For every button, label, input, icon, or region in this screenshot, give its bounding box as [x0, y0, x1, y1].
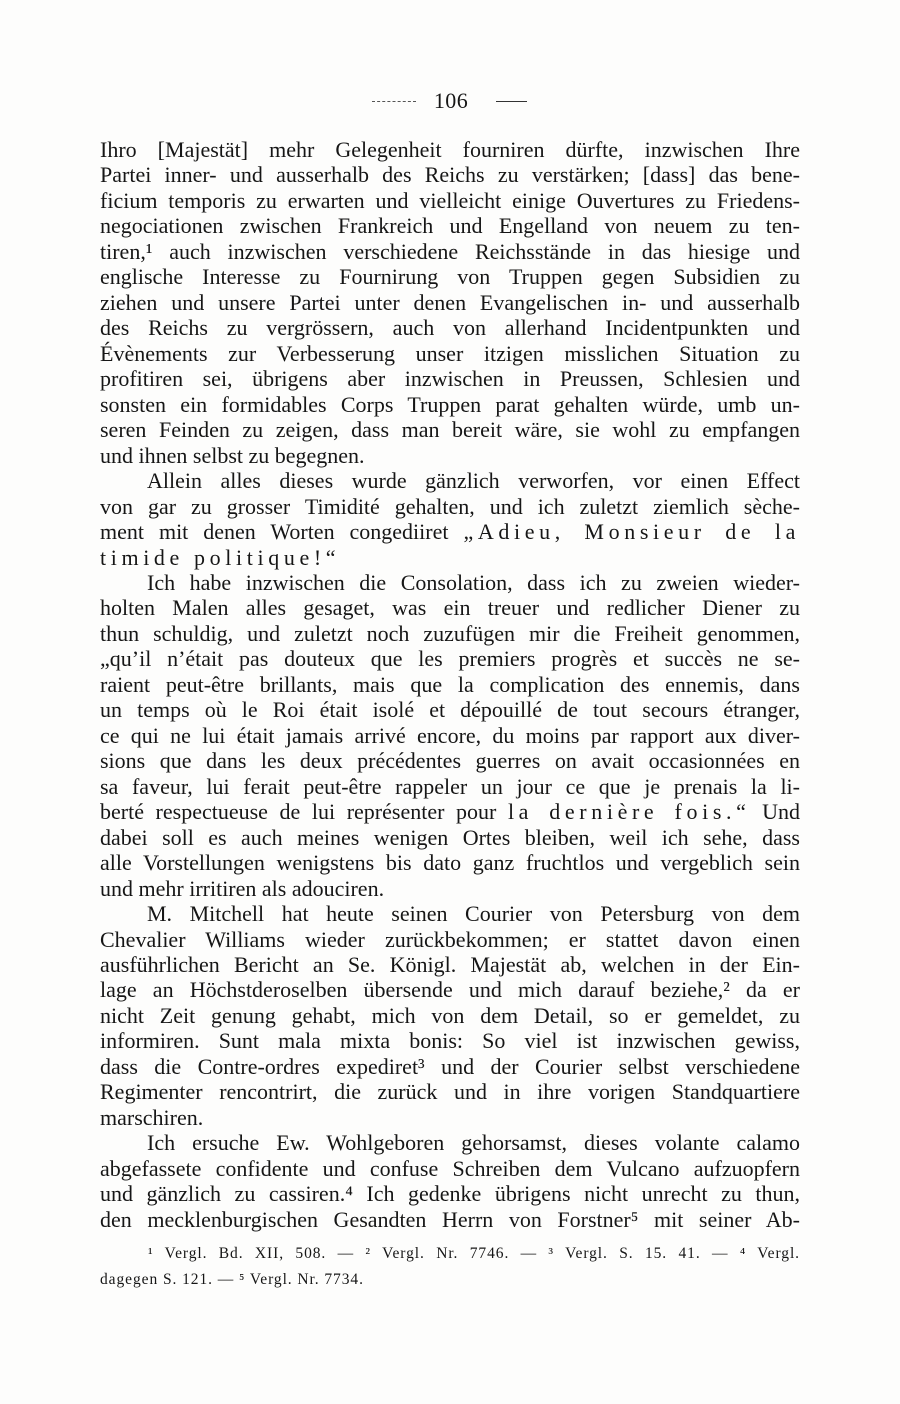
text-line	[100, 519, 800, 544]
spaced-quote-text: „Adieu, Monsieur de la	[463, 519, 801, 545]
text-line: holten Malen alles gesaget, was ein treuer und redlicher Diener zu	[100, 595, 800, 621]
page-number: 106	[433, 88, 469, 113]
text-line: Allein alles dieses wurde gänzlich verworfen, vor einen Effect	[147, 468, 800, 494]
text-line: Ihro [Majestät] mehr Gelegenheit fourniren dürfte, inzwischen Ihre	[100, 137, 800, 162]
text-line: negociationen zwischen Frankreich und Engelland von neuem zu ten-	[100, 213, 800, 239]
text-line: tiren,¹ auch inzwischen verschiedene Reichsstände in das hiesige und	[100, 238, 800, 264]
text-line: und mehr irritiren als adouciren.	[100, 875, 385, 901]
text-line: des Reichs zu vergrössern, auch von allerhand Incidentpunkten und	[100, 315, 800, 341]
text-line: und ihnen selbst zu begegnen.	[100, 442, 365, 468]
text-line: alle Vorstellungen wenigstens bis dato ganz fruchtlos und vergeblich sein	[100, 850, 800, 876]
text-line: profitiren sei, übrigens aber inzwischen in Preussen, Schlesien und	[100, 366, 800, 392]
footnote-line: dagegen S. 121. — ⁵ Vergl. Nr. 7734.	[100, 1271, 364, 1288]
text-line: marschiren.	[100, 1104, 204, 1130]
body-text	[100, 137, 800, 1232]
text-line: abgefassete confidente und confuse Schreiben dem Vulcano aufzuopfern	[100, 1155, 800, 1181]
text-line: informiren. Sunt mala mixta bonis: So viel ist inzwischen gewiss,	[100, 1028, 800, 1054]
text-line: lage an Höchstderoselben übersende und mich darauf beziehe,² da er	[100, 977, 800, 1003]
text-line: un temps où le Roi était isolé et dépouillé de tout secours étranger,	[100, 697, 800, 723]
header-rule-left	[372, 101, 416, 102]
footnote-line: ¹ Vergl. Bd. XII, 508. — ² Vergl. Nr. 7746. — ³ Vergl. S. 15. 41. — ⁴ Vergl.	[148, 1245, 800, 1262]
text-line: thun schuldig, und zuletzt noch zuzufügen mir die Freiheit genommen,	[100, 620, 800, 646]
text-line: Chevalier Williams wieder zurückbekommen; er stattet davon einen	[100, 926, 800, 952]
paragraph	[100, 468, 800, 570]
text-line: M. Mitchell hat heute seinen Courier von Petersburg von dem	[147, 901, 800, 927]
line-text: berté respectueuse de lui représenter pour	[100, 799, 497, 825]
text-line	[100, 799, 800, 824]
text-line: Ich ersuche Ew. Wohlgeboren gehorsamst, dieses volante calamo	[147, 1130, 800, 1156]
text-line: ce qui ne lui était jamais arrivé encore, du moins par rapport aux diver-	[100, 722, 800, 748]
text-line: sions que dans les deux précédentes guerres on avait occasionnées en	[100, 748, 800, 774]
text-line: und gänzlich zu cassiren.⁴ Ich gedenke übrigens nicht unrecht zu thun,	[100, 1181, 800, 1207]
paragraph	[100, 570, 800, 901]
text-line: ficium temporis zu erwarten und vielleicht einige Ouvertures zu Friedens-	[100, 187, 800, 213]
paragraph	[100, 1130, 800, 1232]
line-text: Und	[762, 799, 800, 825]
text-line: nicht Zeit genung gehabt, mich von dem Detail, so er gemeldet, zu	[100, 1002, 800, 1028]
text-line: „qu’il n’était pas douteux que les premiers progrès et succès ne se-	[100, 646, 800, 672]
header-rule-right	[496, 101, 527, 102]
text-line: ausführlichen Bericht an Se. Königl. Majestät ab, welchen in der Ein-	[100, 952, 800, 977]
text-line: Ich habe inzwischen die Consolation, dass ich zu zweien wieder-	[147, 569, 800, 595]
text-line: Regimenter rencontrirt, die zurück und in ihre vorigen Standquartiere	[100, 1079, 800, 1105]
text-line: englische Interesse zu Fournirung von Truppen gegen Subsidien zu	[100, 264, 800, 290]
line-text: ment mit denen Worten congediiret	[100, 519, 449, 545]
text-line: raient peut-être brillants, mais que la complication des ennemis, dans	[100, 671, 800, 697]
spaced-quote-text: timide politique!“	[100, 544, 341, 570]
text-line: seren Feinden zu zeigen, dass man bereit wäre, sie wohl zu empfangen	[100, 417, 800, 443]
paragraph	[100, 137, 800, 468]
text-line: ziehen und unsere Partei unter denen Evangelischen in- und ausserhalb	[100, 289, 800, 315]
text-line: Partei inner- und ausserhalb des Reichs zu verstärken; [dass] das bene-	[100, 162, 800, 188]
paragraph	[100, 901, 800, 1130]
text-line: sa faveur, lui ferait peut-être rappeler un jour ce que je prenais la li-	[100, 773, 800, 799]
text-line: dass die Contre-ordres expediret³ und der Courier selbst verschiedene	[100, 1053, 800, 1079]
footnotes	[100, 1241, 800, 1293]
text-line: den mecklenburgischen Gesandten Herrn von Forstner⁵ mit seiner Ab-	[100, 1206, 800, 1232]
text-line: dabei soll es auch meines wenigen Ortes bleiben, weil ich sehe, dass	[100, 824, 800, 850]
text-line: sonsten ein formidables Corps Truppen parat gehalten würde, umb un-	[100, 391, 800, 417]
spaced-emphasis-text: la dernière fois.“	[507, 799, 751, 825]
text-line: von gar zu grosser Timidité gehalten, und ich zuletzt ziemlich sèche-	[100, 493, 800, 519]
text-line: Évènements zur Verbesserung unser itzigen misslichen Situation zu	[100, 340, 800, 366]
